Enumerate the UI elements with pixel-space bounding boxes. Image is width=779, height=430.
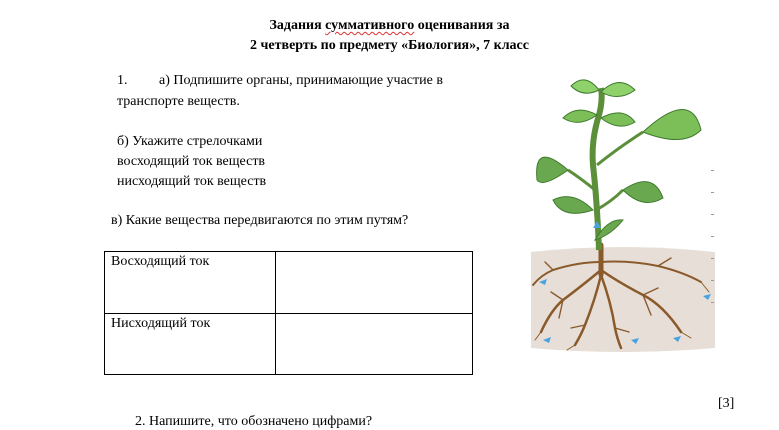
- task-b-line-3: нисходящий ток веществ: [117, 174, 267, 189]
- task-2-text: 2. Напишите, что обозначено цифрами?: [135, 414, 373, 429]
- task-b-line-2: восходящий ток веществ: [117, 154, 266, 169]
- title-prefix: Задания: [269, 18, 326, 33]
- task-a-line-1: а) Подпишите органы, принимающие участие в: [159, 73, 443, 88]
- row-label-descending: Нисходящий ток: [105, 314, 276, 375]
- task-b-line-1: б) Укажите стрелочками: [117, 134, 263, 149]
- table-row: [105, 314, 473, 375]
- answer-cell-ascending[interactable]: [276, 252, 473, 314]
- answer-table: [104, 251, 473, 375]
- score-label: [3]: [718, 396, 735, 411]
- leaves: [537, 80, 701, 240]
- margin-dots: [711, 170, 714, 305]
- task-c-question: в) Какие вещества передвигаются по этим путям?: [111, 213, 409, 228]
- document-title-line-2: 2 четверть по предмету «Биология», 7 класс: [250, 38, 529, 53]
- row-label-ascending: Восходящий ток: [105, 252, 276, 314]
- title-misspelled-word: суммативного: [325, 18, 415, 33]
- document-title-line-1: [0, 18, 779, 34]
- answer-cell-descending[interactable]: [276, 314, 473, 375]
- plant-illustration: [523, 70, 723, 355]
- title-suffix: оценивания за: [414, 18, 510, 33]
- table-row: [105, 252, 473, 314]
- task-a-line-2: транспорте веществ.: [117, 94, 240, 109]
- task-number: 1.: [117, 73, 128, 88]
